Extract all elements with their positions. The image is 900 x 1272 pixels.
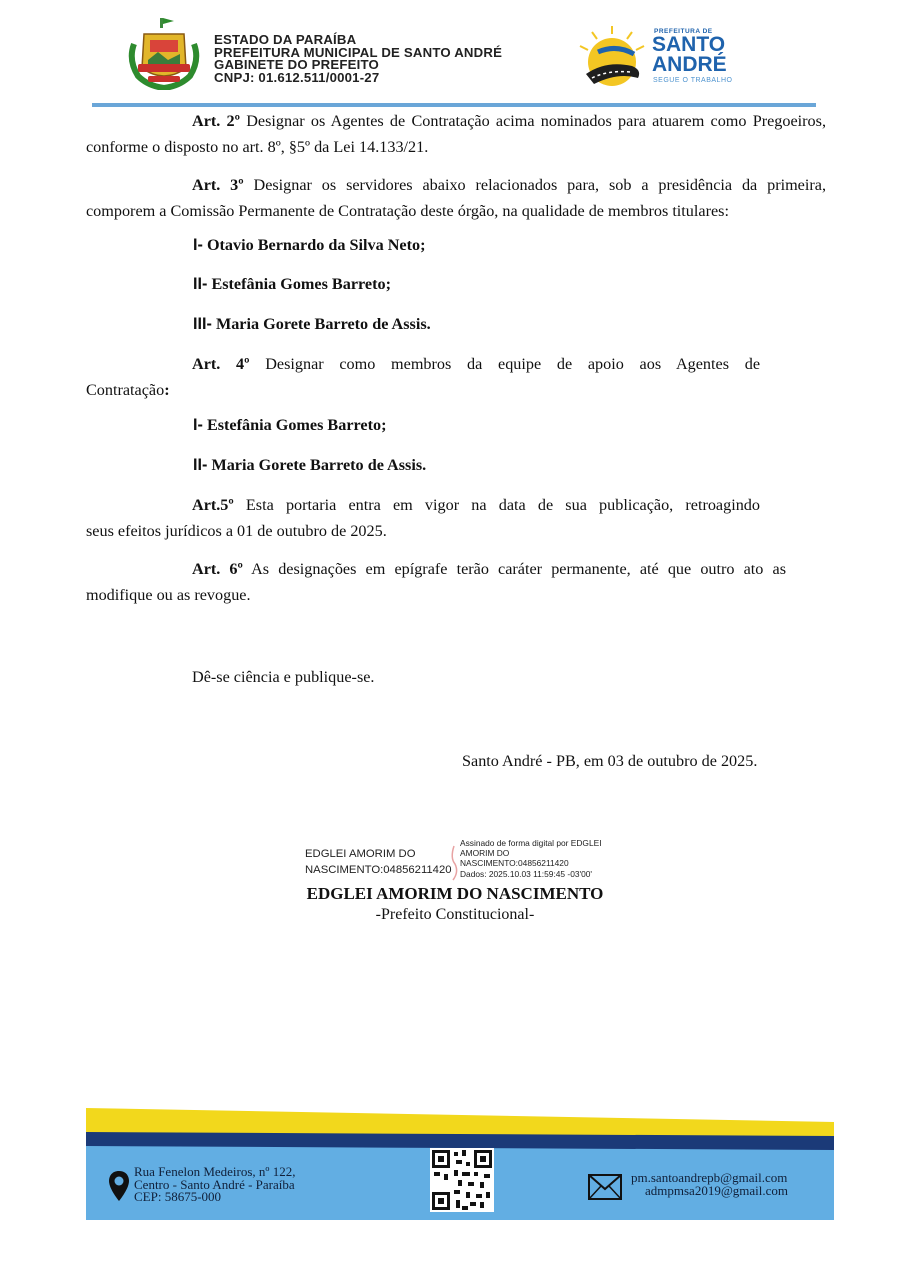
header-institution-text: [214, 34, 502, 84]
logo-prefix: PREFEITURA DE: [654, 28, 713, 35]
coat-of-arms-logo: [124, 16, 204, 90]
signature-detail-1: Assinado de forma digital por EDGLEI: [460, 838, 602, 848]
logo-slogan: SEGUE O TRABALHO: [653, 77, 733, 84]
location-pin-icon: [108, 1170, 130, 1202]
header-line-prefecture: PREFEITURA MUNICIPAL DE SANTO ANDRÉ: [214, 44, 503, 60]
footer-emails: [631, 1172, 788, 1197]
footer-band: [86, 1108, 834, 1220]
article-4: [86, 351, 760, 377]
signatory-name: EDGLEI AMORIM DO NASCIMENTO: [306, 884, 604, 903]
article-2: [86, 108, 826, 160]
member-number: I-: [193, 236, 203, 254]
article-2-text: Designar os Agentes de Contratação acima nominados para atuarem como Pregoeiros, conforme o disposto no art. 8º, §5º da Lei 14.133/21.: [86, 112, 827, 156]
signature-detail-4: Dados: 2025.10.03 11:59:45 -03'00': [460, 868, 593, 879]
article-6-text: As designações em epígrafe terão caráter permanente, até que outro ato as modifique ou as revogue.: [86, 560, 787, 604]
commission-member-3: [193, 315, 431, 334]
member-name: Maria Gorete Barreto de Assis.: [211, 315, 431, 333]
logo-name-line2: ANDRÉ: [652, 53, 727, 76]
article-6-label: Art. 6º: [192, 560, 243, 578]
signature-left-line2: NASCIMENTO:04856211420: [305, 864, 452, 876]
member-name: Maria Gorete Barreto de Assis.: [207, 456, 427, 474]
commission-member-2: [193, 275, 391, 294]
signature-left-line1: EDGLEI AMORIM DO: [305, 848, 416, 860]
closing-text: Dê-se ciência e publique-se.: [192, 668, 375, 686]
signature-detail-2: AMORIM DO: [460, 848, 510, 859]
article-3: [86, 172, 826, 224]
signature-detail-3: NASCIMENTO:04856211420: [460, 858, 569, 869]
qr-code-icon: [430, 1148, 494, 1212]
article-4-continuation: [86, 377, 826, 403]
sun-road-icon: [572, 22, 652, 92]
logo-name-line1: SANTO: [652, 33, 726, 56]
article-3-text: Designar os servidores abaixo relacionados para, sob a presidência da primeira, comporem a Comissão Permanente de Contratação deste órgão, na qualidade de membros titulares:: [86, 176, 826, 220]
digital-signature-details: [460, 838, 602, 879]
article-4-text-line2: Contratação: [86, 381, 165, 399]
place-and-date: [462, 748, 822, 774]
member-name: Otavio Bernardo da Silva Neto;: [202, 236, 426, 254]
member-number: II-: [193, 275, 208, 293]
signature-mark: [448, 844, 460, 882]
support-member-2: [193, 456, 426, 475]
header-line-cnpj: CNPJ: 01.612.511/0001-27: [214, 69, 380, 85]
place-date-text: Santo André - PB, em 03 de outubro de 2025.: [462, 752, 758, 770]
email-line-1: pm.santoandrepb@gmail.com: [631, 1170, 788, 1185]
article-4-text: Designar como membros da equipe de apoio aos Agentes de: [249, 355, 761, 373]
member-number: III-: [193, 315, 212, 333]
municipality-logo: [572, 22, 748, 92]
signatory-role: -Prefeito Constitucional-: [375, 906, 535, 923]
closing-statement: [192, 664, 592, 690]
address-line-2: Centro - Santo André - Paraíba: [134, 1176, 295, 1192]
support-member-1: [193, 416, 386, 435]
commission-member-1: [193, 236, 425, 255]
article-5-text: Esta portaria entra em vigor na data de sua publicação, retroagindo: [233, 496, 760, 514]
footer-address: [134, 1166, 295, 1204]
header-divider: [92, 103, 816, 107]
header-line-state: ESTADO DA PARAÍBA: [214, 32, 357, 47]
member-name: Estefânia Gomes Barreto;: [202, 416, 387, 434]
article-5: [86, 492, 760, 518]
member-number: II-: [193, 456, 208, 474]
member-name: Estefânia Gomes Barreto;: [207, 275, 391, 293]
header-line-cabinet: GABINETE DO PREFEITO: [214, 57, 379, 72]
article-5-continuation: [86, 518, 826, 544]
article-4-label: Art. 4º: [192, 355, 250, 373]
address-line-1: Rua Fenelon Medeiros, nº 122,: [134, 1164, 296, 1179]
article-4-colon: :: [164, 381, 170, 399]
email-line-2: admpmsa2019@gmail.com: [645, 1182, 789, 1198]
address-line-3: CEP: 58675-000: [134, 1189, 222, 1204]
article-5-text-line2: seus efeitos jurídicos a 01 de outubro de 2025.: [86, 522, 387, 540]
article-6: [86, 556, 786, 608]
digital-signature-name: [305, 846, 452, 878]
article-3-label: Art. 3º: [192, 176, 244, 194]
article-2-label: Art. 2º: [192, 112, 240, 130]
email-icon: [588, 1174, 622, 1200]
member-number: I-: [193, 416, 203, 434]
article-5-label: Art.5º: [192, 496, 234, 514]
